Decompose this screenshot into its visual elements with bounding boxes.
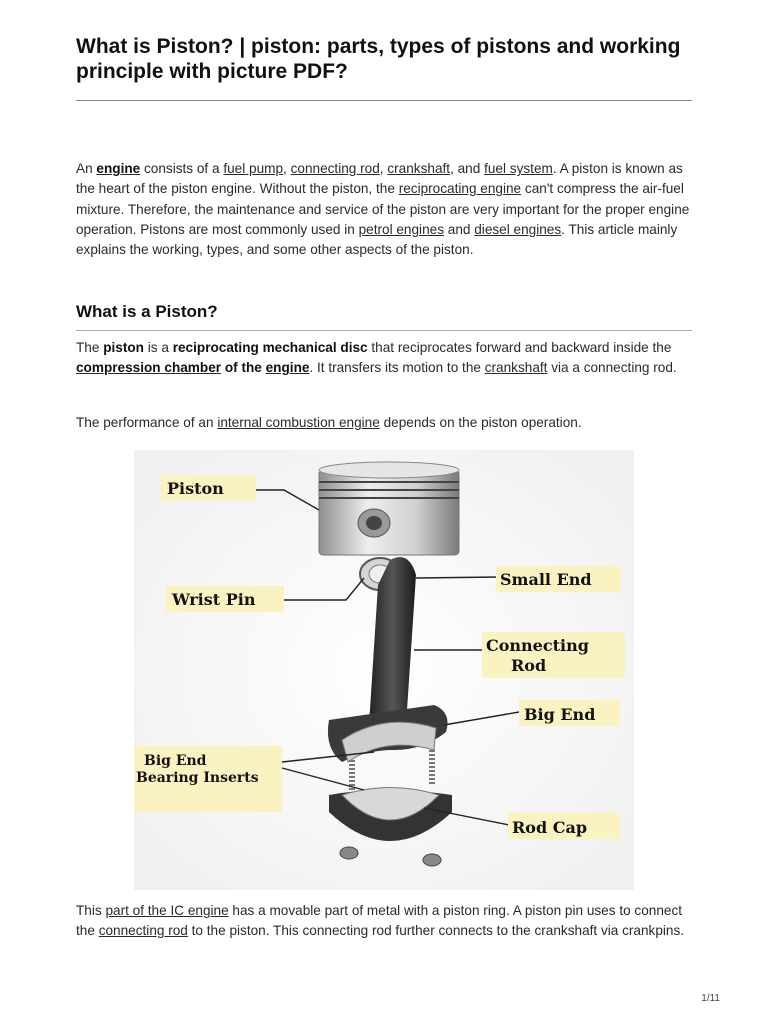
link-connecting-rod[interactable]: connecting rod (290, 161, 380, 176)
section-heading: What is a Piston? (76, 302, 218, 321)
link-engine-2[interactable]: engine (265, 360, 310, 376)
definition-paragraph: The piston is a reciprocating mechanical disc that reciprocates forward and backward inside the compression chamber of the engine. It transfers its motion to the crankshaft via a connecting rod. (76, 340, 677, 376)
intro-paragraph: An engine consists of a fuel pump, connecting rod, crankshaft, and fuel system. A piston is known as the heart of the piston engine. Without the piston, the reciprocating engine can't compress the air-fuel mixture. Therefore, the maintenance and service of the piston are very important for the proper engine operation. Pistons are most commonly used in petrol engines and diesel engines. This article mainly explains the working, types, and some other aspects of the piston. (76, 161, 690, 258)
label-rod-cap-text: Rod Cap (512, 818, 588, 837)
link-part-of-ic-engine[interactable]: part of the IC engine (105, 903, 229, 918)
label-big-end (519, 700, 620, 726)
label-bearing-inserts (134, 746, 282, 812)
link-reciprocating-engine[interactable]: reciprocating engine (398, 181, 522, 197)
link-fuel-pump[interactable]: fuel pump (223, 161, 284, 176)
label-rod-cap (508, 813, 620, 839)
label-small-end (496, 566, 621, 592)
label-big-end-text: Big End (524, 705, 596, 724)
label-piston-text: Piston (167, 479, 224, 498)
link-internal-combustion-engine[interactable]: internal combustion engine (217, 415, 380, 430)
label-rod-text: Rod (511, 656, 547, 675)
link-compression-chamber[interactable]: compression chamber (76, 360, 222, 376)
piston-part (319, 462, 459, 555)
label-wrist-pin-text: Wrist Pin (172, 590, 256, 609)
label-bearing-text-1: Big End (144, 753, 207, 769)
label-connecting-text: Connecting (486, 636, 589, 655)
link-engine[interactable]: engine (96, 161, 141, 176)
link-petrol-engines[interactable]: petrol engines (358, 221, 444, 237)
link-connecting-rod-2[interactable]: connecting rod (98, 923, 188, 939)
label-connecting-rod (482, 632, 625, 678)
label-bearing-text-2: Bearing Inserts (136, 770, 259, 786)
label-small-end-text: Small End (500, 570, 592, 589)
piston-diagram (134, 450, 634, 890)
title-divider (76, 100, 692, 101)
page-title: What is Piston? | piston: parts, types of pistons and working principle with picture PDF? (76, 35, 681, 83)
closing-paragraph: This part of the IC engine has a movable part of metal with a piston ring. A piston pin uses to connect the connecting rod to the piston. This connecting rod further connects to the crankshaft via crankpins. (76, 903, 685, 939)
link-fuel-system[interactable]: fuel system (484, 161, 553, 176)
link-crankshaft-2[interactable]: crankshaft (484, 360, 548, 376)
page-number: 1/11 (701, 993, 720, 1004)
label-wrist-pin (166, 586, 284, 612)
performance-paragraph: The performance of an internal combustion engine depends on the piston operation. (76, 415, 582, 430)
section-divider (76, 330, 692, 331)
link-crankshaft[interactable]: crankshaft (387, 161, 451, 176)
link-diesel-engines[interactable]: diesel engines (474, 221, 562, 237)
label-piston (161, 475, 256, 501)
